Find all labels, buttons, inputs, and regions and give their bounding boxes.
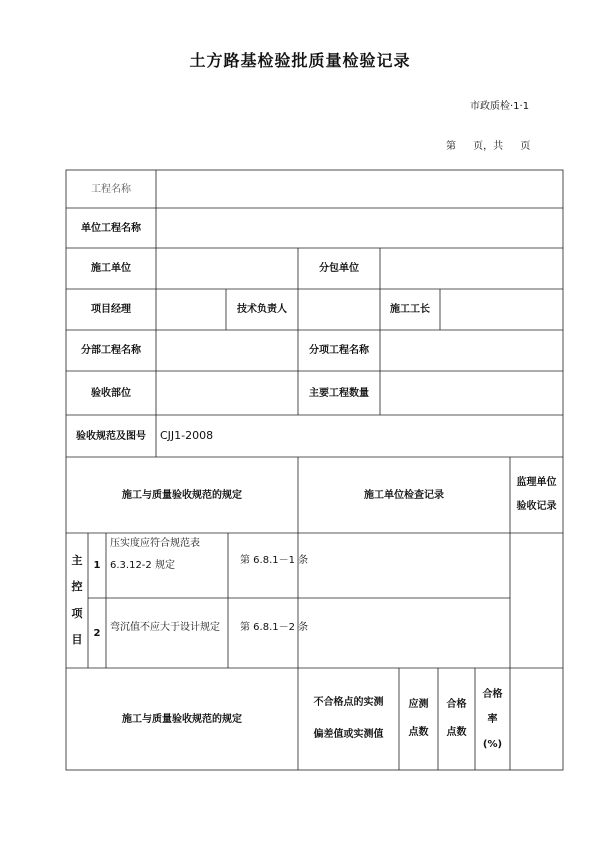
project-manager-label: 项目经理 [91, 304, 131, 315]
foreman-label: 施工工长 [390, 304, 430, 315]
general-spec-header: 施工与质量验收规范的规定 [122, 713, 242, 725]
tech-lead-field[interactable] [298, 289, 380, 330]
sub-item-label: 分项工程名称 [309, 345, 369, 356]
deviation-header [298, 668, 399, 770]
page-number-info: 第 页，共 页 [446, 141, 531, 152]
subcontractor-field[interactable] [380, 248, 563, 289]
main-quantity-label: 主要工程数量 [309, 387, 369, 399]
supervisor-header-line1: 监理单位 [516, 477, 557, 488]
item-2-no: 2 [93, 627, 101, 639]
deviation-header-line1: 不合格点的实测 [313, 697, 384, 708]
supervisor-header [510, 457, 563, 533]
contractor-field[interactable] [156, 248, 298, 289]
sub-project-label: 分部工程名称 [81, 345, 141, 356]
qualified-header-line2: 点数 [446, 727, 467, 738]
project-manager-field[interactable] [156, 289, 226, 330]
unit-project-field[interactable] [156, 208, 563, 248]
supervisor-record-field[interactable] [510, 533, 563, 668]
standard-label: 验收规范及图号 [76, 430, 146, 442]
item-1-clause: 第 6.8.1－1 条 [240, 555, 309, 566]
qualified-points-header [438, 668, 475, 770]
rate-header-line1: 合格 [482, 688, 503, 700]
form-code: 市政质检·1·1 [470, 101, 530, 112]
item-1-desc-line2: 6.3.12-2 规定 [110, 560, 175, 571]
rate-header-line3: (%) [482, 738, 503, 750]
qualified-header-line1: 合格 [446, 699, 467, 710]
measured-header-line2: 点数 [408, 727, 429, 738]
measured-header-line1: 应测 [408, 699, 429, 710]
general-supervisor-field[interactable] [510, 668, 563, 770]
main-control-label [66, 533, 88, 668]
item-1-no: 1 [93, 560, 101, 571]
tech-lead-label: 技术负责人 [237, 304, 287, 315]
sub-item-field[interactable] [380, 330, 563, 371]
inspection-part-field[interactable] [156, 371, 298, 415]
item-2-desc: 弯沉值不应大于设计规定 [110, 621, 220, 633]
rate-header-line2: 率 [487, 713, 498, 725]
main-quantity-field[interactable] [380, 371, 563, 415]
deviation-header-line2: 偏差值或实测值 [313, 729, 384, 740]
page-title: 土方路基检验批质量检验记录 [189, 51, 411, 70]
item-1-check-field[interactable] [298, 533, 510, 598]
spec-header: 施工与质量验收规范的规定 [122, 489, 242, 501]
main-control-char-4: 目 [71, 632, 83, 646]
project-name-label: 工程名称 [91, 183, 131, 195]
sub-project-field[interactable] [156, 330, 298, 371]
foreman-field[interactable] [440, 289, 563, 330]
item-2-check-field[interactable] [298, 598, 510, 668]
item-2-clause: 第 6.8.1－2 条 [240, 621, 309, 633]
subcontractor-label: 分包单位 [319, 263, 359, 274]
main-control-char-3: 项 [71, 606, 83, 620]
item-1-desc [110, 533, 228, 598]
project-name-field[interactable] [156, 170, 563, 208]
check-record-header: 施工单位检查记录 [364, 489, 444, 501]
inspection-part-label: 验收部位 [91, 387, 131, 399]
pass-rate-header [475, 668, 510, 770]
standard-value[interactable]: CJJ1-2008 [160, 428, 214, 442]
supervisor-header-line2: 验收记录 [516, 501, 557, 512]
main-control-char-2: 控 [71, 580, 83, 594]
measured-points-header [399, 668, 438, 770]
item-1-desc-line1: 压实度应符合规范表 [110, 538, 200, 549]
unit-project-label: 单位工程名称 [81, 222, 141, 234]
contractor-label: 施工单位 [91, 263, 131, 274]
main-control-char-1: 主 [71, 553, 83, 567]
